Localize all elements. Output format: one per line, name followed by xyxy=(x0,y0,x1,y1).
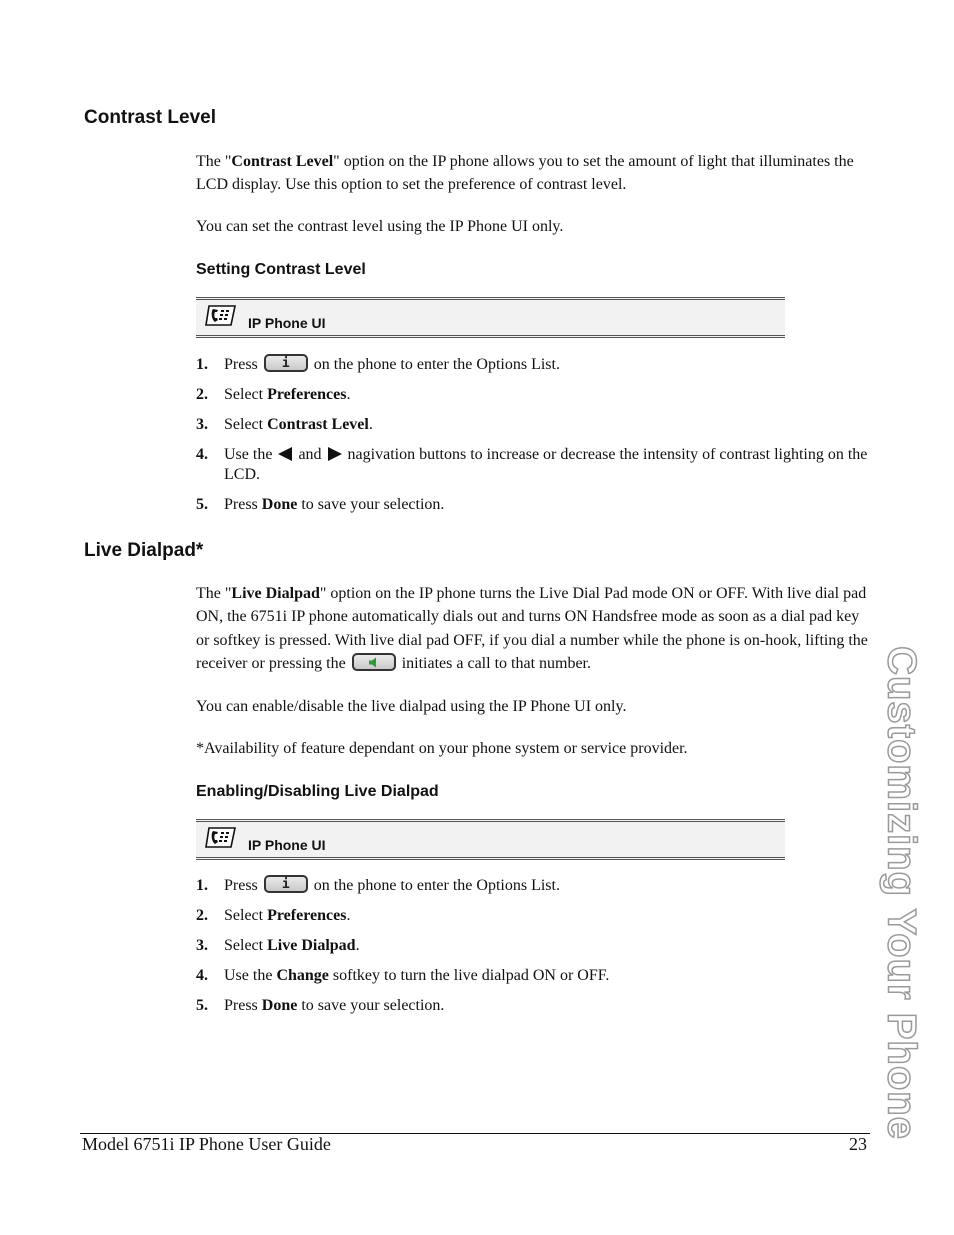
availability-footnote: *Availability of feature dependant on your phone system or service provider. xyxy=(196,740,688,757)
list-item: 3. Select Contrast Level. xyxy=(196,416,373,433)
ip-phone-ui-label: IP Phone UI xyxy=(248,315,326,331)
options-key-icon: i xyxy=(264,354,308,372)
contrast-intro-paragraph: The "Contrast Level" option on the IP phone allows you to set the amount of light that illuminates the LCD display. Use this option to set the preference of contrast level. xyxy=(196,153,854,194)
contrast-ui-only-note: You can set the contrast level using the IP Phone UI only. xyxy=(196,218,564,235)
live-dialpad-ui-only-note: You can enable/disable the live dialpad using the IP Phone UI only. xyxy=(196,698,627,715)
options-key-icon: i xyxy=(264,875,308,893)
section-heading-contrast-level: Contrast Level xyxy=(84,107,216,128)
handset-phone-icon xyxy=(204,303,240,331)
contrast-steps-list xyxy=(196,355,872,515)
section-heading-live-dialpad: Live Dialpad* xyxy=(84,540,204,561)
live-dialpad-intro-paragraph: The "Live Dialpad" option on the IP phone turns the Live Dial Pad mode ON or OFF. With live dial pad ON, the 6751i IP phone automatically dials out and turns ON Handsfree mode as soon as a dial pad key or softkey is pressed. With live dial pad OFF, if you dial a number while the phone is on-hook, lifting the receiver or pressing the initiates a call to that number. xyxy=(196,585,868,672)
handset-phone-icon xyxy=(204,825,240,853)
ip-phone-ui-bar xyxy=(196,297,785,338)
subheading-setting-contrast-level: Setting Contrast Level xyxy=(196,261,366,278)
list-item: 1. Press i on the phone to enter the Options List. xyxy=(196,877,560,894)
subheading-enabling-disabling-live-dialpad: Enabling/Disabling Live Dialpad xyxy=(196,783,439,800)
live-dialpad-steps-list xyxy=(196,876,872,1016)
right-arrow-icon xyxy=(328,447,342,461)
list-item: 4. Use the Change softkey to turn the live dialpad ON or OFF. xyxy=(196,967,610,984)
speaker-key-icon xyxy=(352,653,396,671)
list-item: 2. Select Preferences. xyxy=(196,907,351,924)
side-tab-section-title: Customizing Your Phone xyxy=(879,646,924,1140)
list-item: 1. Press i on the phone to enter the Options List. xyxy=(196,356,560,373)
footer-guide-title: Model 6751i IP Phone User Guide xyxy=(82,1134,331,1154)
ip-phone-ui-bar xyxy=(196,819,785,860)
list-item: 5. Press Done to save your selection. xyxy=(196,997,445,1014)
list-item: 2. Select Preferences. xyxy=(196,386,351,403)
page-number: 23 xyxy=(849,1134,867,1154)
list-item: 5. Press Done to save your selection. xyxy=(196,496,445,513)
ip-phone-ui-label: IP Phone UI xyxy=(248,837,326,853)
left-arrow-icon xyxy=(278,447,292,461)
list-item: 4. Use the and nagivation buttons to increase or decrease the intensity of contrast lighting on the LCD. xyxy=(196,446,868,483)
list-item: 3. Select Live Dialpad. xyxy=(196,937,360,954)
